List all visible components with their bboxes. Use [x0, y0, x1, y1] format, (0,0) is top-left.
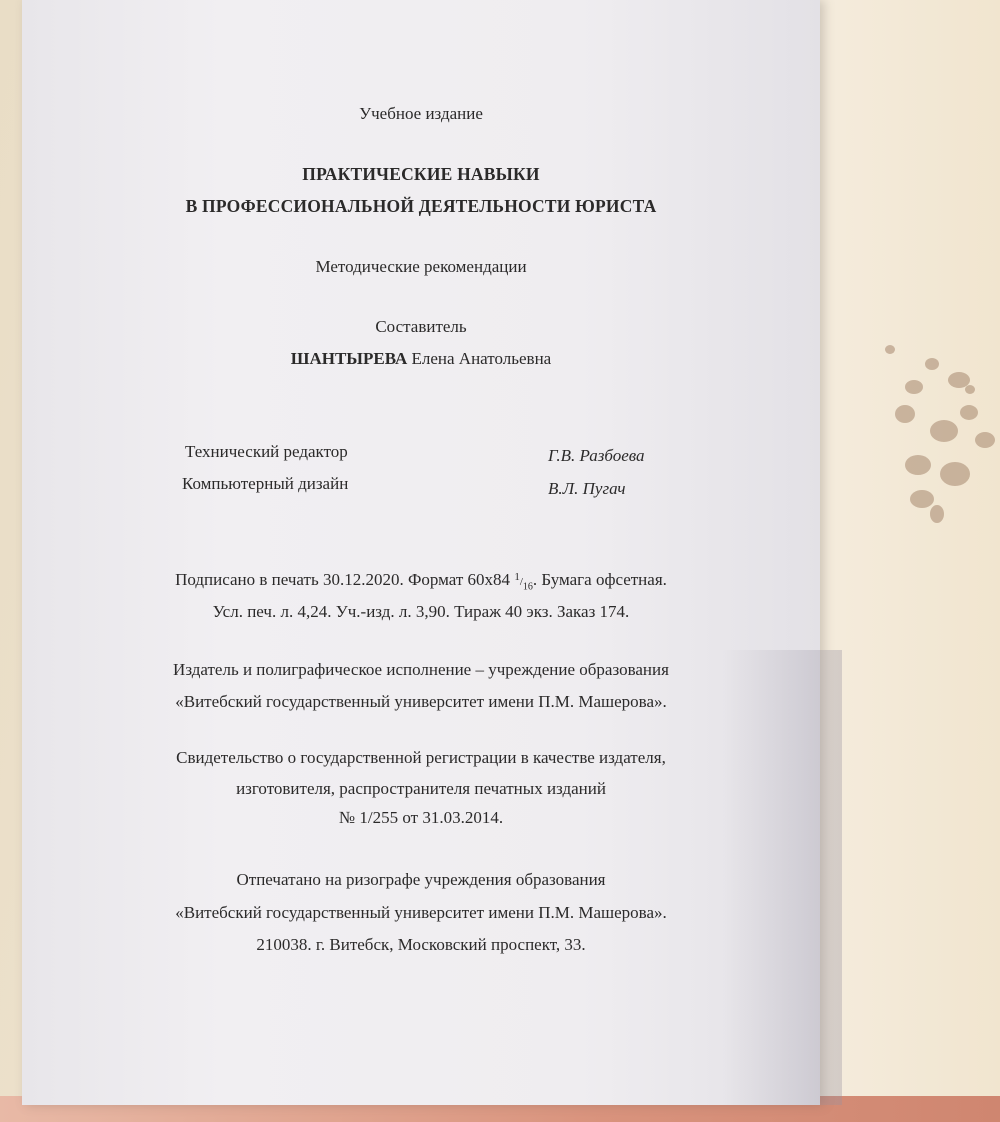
- publisher-line-1: Издатель и полиграфическое исполнение – учреждение образования: [173, 660, 669, 679]
- compiler-surname: ШАНТЫРЕВА: [290, 349, 408, 368]
- print-info-line-1: Подписано в печать 30.12.2020. Формат 60x84 $^1/_{16}$. Бумага офсетная.: [175, 570, 667, 593]
- staff-role-2: Компьютерный дизайн: [182, 474, 349, 493]
- print-info-line-2: Усл. печ. л. 4,24. Уч.-изд. л. 3,90. Тираж 40 экз. Заказ 174.: [212, 602, 630, 621]
- printed-at-line-2: «Витебский государственный университет имени П.М. Машерова».: [175, 903, 667, 922]
- subtitle: Методические рекомендации: [315, 257, 527, 276]
- printed-at-line-3: 210038. г. Витебск, Московский проспект, 33.: [256, 935, 586, 954]
- certificate-line-3: № 1/255 от 31.03.2014.: [338, 808, 504, 827]
- certificate-line-1: Свидетельство о государственной регистрации в качестве издателя,: [176, 748, 666, 767]
- compiler-name: [22, 349, 820, 369]
- format-fraction-numerator: 1: [514, 571, 520, 583]
- title-line-2: В ПРОФЕССИОНАЛЬНОЙ ДЕЯТЕЛЬНОСТИ ЮРИСТА: [185, 196, 657, 216]
- staff-name-1: Г.В. Разбоева: [548, 446, 645, 465]
- staff-role-1: Технический редактор: [185, 442, 348, 461]
- edition-type: Учебное издание: [359, 104, 483, 123]
- compiler-label: Составитель: [375, 317, 467, 336]
- print-info-part-b: . Бумага офсетная.: [532, 570, 667, 589]
- printed-at-line-1: Отпечатано на ризографе учреждения образования: [236, 870, 606, 889]
- staff-name-2: В.Л. Пугач: [548, 479, 626, 498]
- print-info-part-a: Подписано в печать 30.12.2020. Формат 60x84: [175, 570, 515, 589]
- title-line-1: ПРАКТИЧЕСКИЕ НАВЫКИ: [302, 164, 540, 184]
- compiler-given-names: Елена Анатольевна: [411, 349, 552, 368]
- format-fraction-denominator: 16: [522, 581, 533, 593]
- publisher-line-2: «Витебский государственный университет имени П.М. Машерова».: [175, 692, 667, 711]
- certificate-line-2: изготовителя, распространителя печатных изданий: [236, 779, 606, 798]
- document-page: [22, 0, 820, 1105]
